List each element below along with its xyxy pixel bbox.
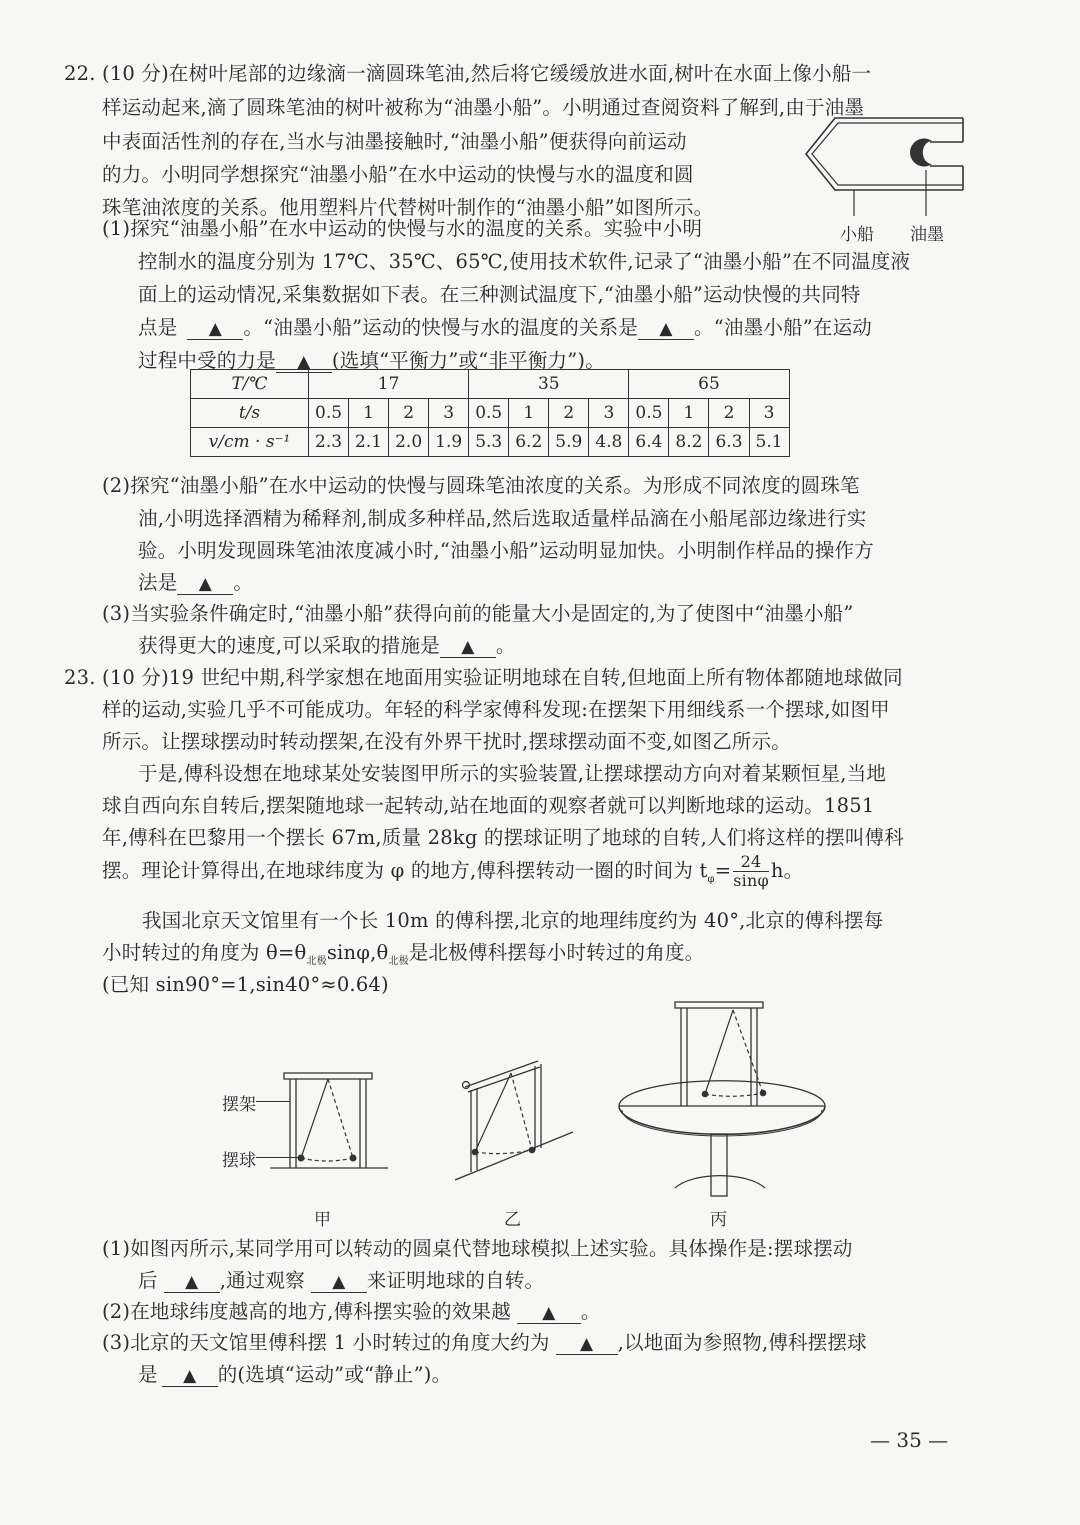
text: h。	[770, 859, 804, 882]
text: 。	[233, 571, 254, 594]
page-number: — 35 —	[870, 1428, 949, 1452]
ink-boat-figure	[800, 112, 970, 217]
blank-mark: ▲	[198, 574, 213, 594]
q22-line-3: 中表面活性剂的存在,当水与油墨接触时,“油墨小船”便获得向前运动	[102, 130, 687, 153]
blank-mark: ▲	[297, 352, 311, 372]
denominator: sinφ	[733, 871, 769, 890]
text: 的(选填“运动”或“静止”)。	[217, 1363, 452, 1386]
temp-cell: 35	[469, 370, 629, 399]
label-frame: 摆架	[222, 1095, 256, 1115]
formula-line	[102, 846, 803, 905]
time-cell: 0.5	[629, 399, 669, 428]
leader-line	[256, 1101, 290, 1102]
q23-line-3: 所示。让摆球摆动时转动摆架,在没有外界干扰时,摆球摆动面不变,如图乙所示。	[102, 730, 791, 753]
q23-line-2: 样的运动,实验几乎不可能成功。年轻的科学家傅科发现:在摆架下用细线系一个摆球,如图甲	[102, 698, 890, 721]
data-table	[190, 369, 790, 457]
text: 摆。理论计算得出,在地球纬度为 φ 的地方,傅科摆转动一圈的时间为 t	[102, 859, 708, 882]
q23-part2	[102, 1296, 601, 1324]
blank-mark: ▲	[183, 1366, 197, 1386]
text: 获得更大的速度,可以采取的措施是	[138, 634, 440, 657]
q23-line-6: 年,傅科在巴黎用一个摆长 67m,质量 28kg 的摆球证明了地球的自转,人们将这样的摆叫傅科	[102, 826, 905, 849]
table-row-temperature	[191, 370, 790, 399]
beijing-line-1: 我国北京天文馆里有一个长 10m 的傅科摆,北京的地理纬度约为 40°,北京的傅科摆每	[142, 909, 884, 932]
answer-blank[interactable]	[177, 571, 233, 595]
text: ,以地面为参照物,傅科摆摆球	[617, 1331, 867, 1354]
fraction	[733, 853, 769, 890]
text: 是北极傅科摆每小时转过的角度。	[408, 941, 705, 964]
speed-cell: 6.3	[709, 428, 749, 457]
text: 是	[138, 1363, 158, 1386]
q22-line-5: 珠笔油浓度的关系。他用塑料片代替树叶制作的“油墨小船”如图所示。	[102, 196, 714, 219]
time-cell: 3	[429, 399, 469, 428]
text: 法是	[138, 571, 178, 594]
time-cell: 3	[589, 399, 629, 428]
q23-line-5: 球自西向东自转后,摆架随地球一起转动,站在地面的观察者就可以判断地球的运动。1851	[102, 794, 875, 817]
blank-mark: ▲	[461, 637, 475, 657]
known-values: (已知 sin90°=1,sin40°≈0.64)	[102, 973, 389, 996]
text: 。	[495, 634, 516, 657]
text: 来证明地球的自转。	[366, 1269, 545, 1292]
q23-part1-line-2	[138, 1265, 544, 1293]
text: (2)在地球纬度越高的地方,傅科摆实验的效果越	[102, 1300, 511, 1323]
time-cell: 2	[389, 399, 429, 428]
row-header: t/s	[191, 399, 309, 428]
answer-blank[interactable]	[638, 316, 694, 340]
text: 。“油墨小船”在运动	[694, 316, 872, 339]
speed-cell: 2.1	[349, 428, 389, 457]
text: 。	[580, 1300, 601, 1323]
label-boat: 小船	[840, 225, 874, 245]
label-yi: 乙	[504, 1210, 521, 1230]
q22-part1-line-4	[138, 312, 872, 340]
leader-line	[256, 1157, 298, 1158]
answer-blank[interactable]	[187, 316, 243, 340]
blank-mark: ▲	[542, 1303, 556, 1323]
text: (3)北京的天文馆里傅科摆 1 小时转过的角度大约为	[102, 1331, 550, 1354]
time-cell: 0.5	[469, 399, 509, 428]
temp-cell: 17	[309, 370, 469, 399]
blank-mark: ▲	[580, 1334, 594, 1354]
speed-cell: 5.9	[549, 428, 589, 457]
q23-line-1: 23. (10 分)19 世纪中期,科学家想在地面用实验证明地球在自转,但地面上所有物体都随地球做同	[64, 666, 903, 689]
label-bing: 丙	[710, 1210, 727, 1230]
text: 。“油墨小船”运动的快慢与水的温度的关系是	[243, 316, 639, 339]
answer-blank[interactable]	[440, 634, 496, 658]
answer-blank[interactable]	[311, 1269, 367, 1293]
time-cell: 3	[749, 399, 789, 428]
speed-cell: 4.8	[589, 428, 629, 457]
text: (选填“平衡力”或“非平衡力”)。	[331, 349, 605, 372]
time-cell: 2	[549, 399, 589, 428]
time-cell: 2	[709, 399, 749, 428]
text: 小时转过的角度为 θ=θ	[102, 941, 307, 964]
q22-part3-line-2	[138, 630, 516, 658]
speed-cell: 1.9	[429, 428, 469, 457]
table-row-speed	[191, 428, 790, 457]
q23-part3-line-1	[102, 1327, 867, 1355]
speed-cell: 5.3	[469, 428, 509, 457]
q23-part1-line-1: (1)如图丙所示,某同学用可以转动的圆桌代替地球模拟上述实验。具体操作是:摆球摆动	[102, 1237, 853, 1260]
text: sinφ,θ	[326, 941, 389, 964]
q22-part2-line-2: 油,小明选择酒精为稀释剂,制成多种样品,然后选取适量样品滴在小船尾部边缘进行实	[138, 507, 867, 530]
speed-cell: 8.2	[669, 428, 709, 457]
label-ball: 摆球	[222, 1151, 256, 1171]
pendulum-figure-yi	[455, 1060, 575, 1185]
q22-part2-line-1: (2)探究“油墨小船”在水中运动的快慢与圆珠笔油浓度的关系。为形成不同浓度的圆珠笔	[102, 474, 860, 497]
label-jia: 甲	[314, 1210, 331, 1230]
q23-part3-line-2	[138, 1359, 451, 1387]
speed-cell: 6.4	[629, 428, 669, 457]
time-cell: 0.5	[309, 399, 349, 428]
time-cell: 1	[349, 399, 389, 428]
speed-cell: 2.0	[389, 428, 429, 457]
time-cell: 1	[669, 399, 709, 428]
q23-line-4: 于是,傅科设想在地球某处安装图甲所示的实验装置,让摆球摆动方向对着某颗恒星,当地	[138, 762, 887, 785]
table-row-time	[191, 399, 790, 428]
q22-line-2: 样运动起来,滴了圆珠笔油的树叶被称为“油墨小船”。小明通过查阅资料了解到,由于油墨	[102, 96, 865, 119]
blank-mark: ▲	[185, 1272, 199, 1292]
q22-part2-line-4	[138, 567, 253, 595]
answer-blank[interactable]	[164, 1269, 220, 1293]
temp-cell: 65	[629, 370, 789, 399]
q22-line-4: 的力。小明同学想探究“油墨小船”在水中运动的快慢与水的温度和圆	[102, 163, 694, 186]
text: ,通过观察	[219, 1269, 305, 1292]
equals: =	[714, 859, 732, 882]
speed-cell: 6.2	[509, 428, 549, 457]
text: 后	[138, 1269, 158, 1292]
blank-mark: ▲	[659, 319, 673, 339]
speed-cell: 2.3	[309, 428, 349, 457]
q22-part1-line-3: 面上的运动情况,采集数据如下表。在三种测试温度下,“油墨小船”运动快慢的共同特	[138, 283, 861, 306]
text: 点是	[138, 316, 178, 339]
answer-blank[interactable]	[556, 1331, 618, 1355]
beijing-line-2	[102, 937, 704, 967]
answer-blank[interactable]	[517, 1300, 581, 1324]
row-header: T/℃	[191, 370, 309, 399]
subscript: 北极	[306, 955, 327, 967]
q22-line-1: 22. (10 分)在树叶尾部的边缘滴一滴圆珠笔油,然后将它缓缓放进水面,树叶在水面上像小船一	[64, 62, 872, 85]
answer-blank[interactable]	[162, 1363, 218, 1387]
time-cell: 1	[509, 399, 549, 428]
q22-part3-line-1: (3)当实验条件确定时,“油墨小船”获得向前的能量大小是固定的,为了使图中“油墨小船”	[102, 602, 854, 625]
q22-part2-line-3: 验。小明发现圆珠笔油浓度减小时,“油墨小船”运动明显加快。小明制作样品的操作方	[138, 539, 874, 562]
q22-part1-line-2: 控制水的温度分别为 17℃、35℃、65℃,使用技术软件,记录了“油墨小船”在不同温度液	[138, 250, 911, 273]
formula-subscript: φ	[707, 873, 715, 885]
label-ink: 油墨	[910, 225, 944, 245]
speed-cell: 5.1	[749, 428, 789, 457]
subscript: 北极	[388, 955, 409, 967]
numerator: 24	[733, 853, 769, 872]
text: 过程中受的力是	[138, 349, 276, 372]
pendulum-figure-bing	[615, 998, 835, 1198]
blank-mark: ▲	[332, 1272, 346, 1292]
blank-mark: ▲	[208, 319, 223, 339]
row-header: v/cm · s⁻¹	[191, 428, 309, 457]
q22-part1-line-1: (1)探究“油墨小船”在水中运动的快慢与水的温度的关系。实验中小明	[102, 217, 703, 240]
